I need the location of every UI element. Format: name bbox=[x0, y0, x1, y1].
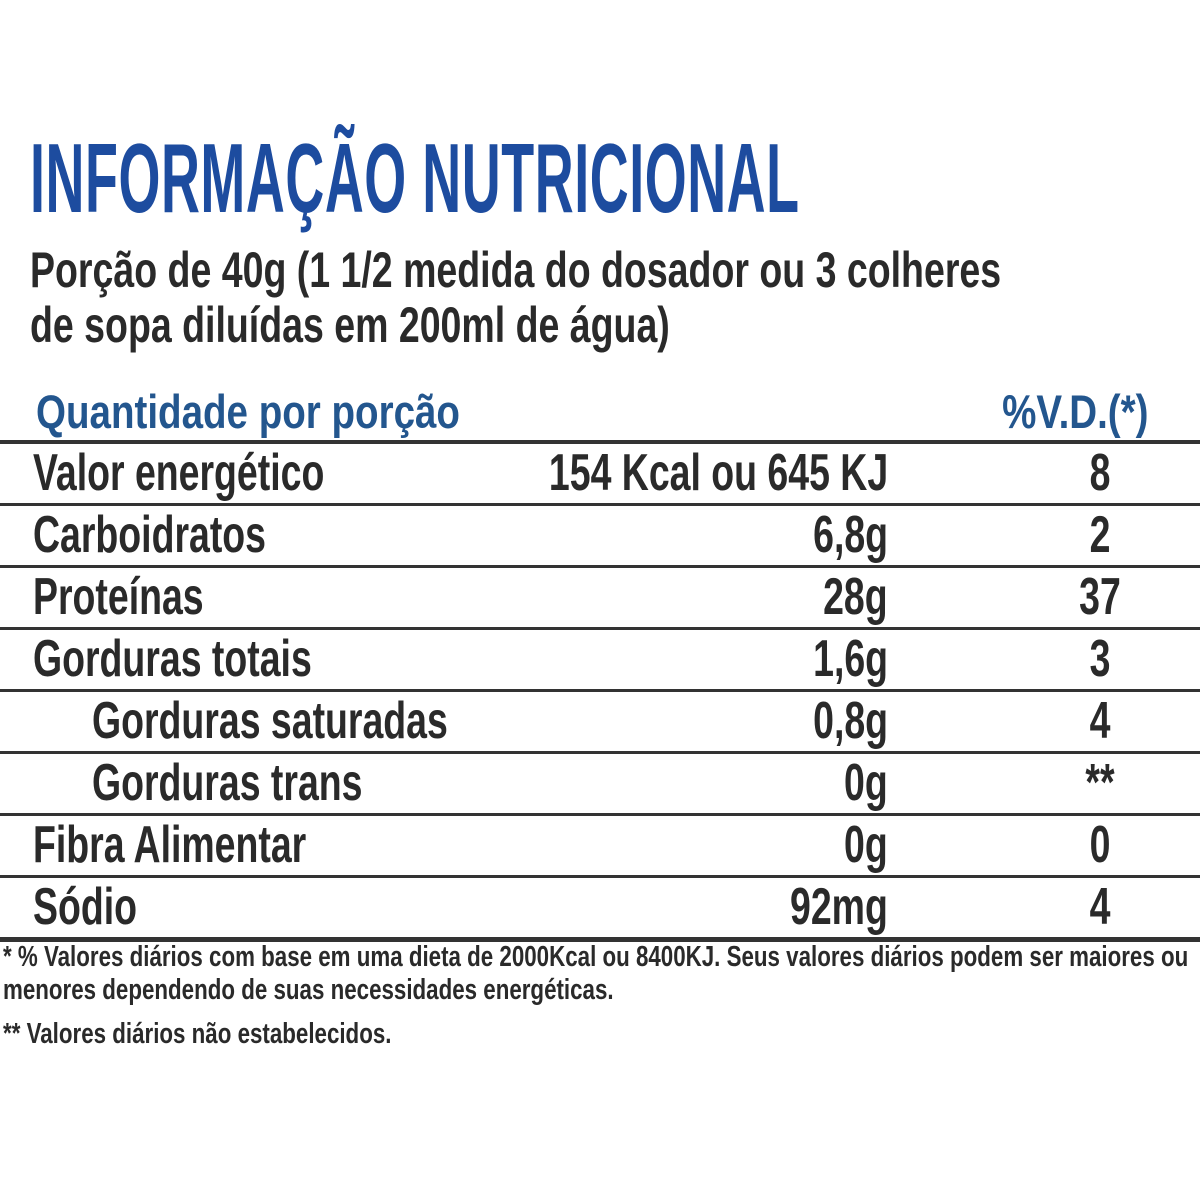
nutrient-amount: 92mg bbox=[790, 878, 888, 936]
nutrient-amount: 0g bbox=[844, 754, 888, 812]
nutrient-name: Valor energético bbox=[33, 444, 325, 502]
nutrient-amount: 0,8g bbox=[813, 692, 888, 750]
not-established-footnote-text: ** Valores diários não estabelecidos. bbox=[3, 1018, 392, 1050]
nutrient-daily-value: 8 bbox=[1089, 444, 1111, 502]
table-row bbox=[0, 754, 1200, 816]
nutrient-name: Sódio bbox=[33, 878, 137, 936]
nutrient-daily-value: 37 bbox=[1079, 568, 1121, 626]
nutrient-name: Gorduras totais bbox=[33, 630, 312, 688]
nutrient-amount: 1,6g bbox=[813, 630, 888, 688]
table-row bbox=[0, 444, 1200, 506]
nutrient-amount: 0g bbox=[844, 816, 888, 874]
not-established-footnote bbox=[3, 1018, 508, 1051]
nutrition-table bbox=[0, 440, 1200, 942]
nutrient-daily-value: 4 bbox=[1089, 878, 1111, 936]
nutrient-amount: 6,8g bbox=[813, 506, 888, 564]
daily-values-footnote-line-1: * % Valores diários com base em uma dieta de 2000Kcal ou 8400KJ. Seus valores diários podem ser maiores ou bbox=[3, 941, 1189, 973]
table-row bbox=[0, 568, 1200, 630]
nutrient-daily-value: 0 bbox=[1089, 816, 1111, 874]
column-header-daily-value-percent: %V.D.(*) bbox=[1001, 385, 1148, 438]
nutrient-daily-value: 4 bbox=[1089, 692, 1111, 750]
table-row bbox=[0, 816, 1200, 878]
serving-size-line-1: Porção de 40g (1 1/2 medida do dosador ou 3 colheres bbox=[30, 242, 1002, 298]
table-row bbox=[0, 692, 1200, 754]
nutrient-name: Gorduras saturadas bbox=[92, 692, 448, 750]
nutrient-daily-value: ** bbox=[1085, 754, 1115, 812]
nutrient-name: Gorduras trans bbox=[92, 754, 363, 812]
column-header-quantity-per-serving: Quantidade por porção bbox=[36, 385, 460, 438]
nutrient-amount: 154 Kcal ou 645 KJ bbox=[548, 444, 888, 502]
nutrient-name: Fibra Alimentar bbox=[33, 816, 307, 874]
nutrient-daily-value: 2 bbox=[1089, 506, 1111, 564]
daily-values-footnote-line-2: menores dependendo de suas necessidades energéticas. bbox=[3, 974, 614, 1006]
page-title: INFORMAÇÃO NUTRICIONAL bbox=[30, 123, 800, 233]
table-column-headers bbox=[0, 386, 1200, 438]
daily-values-footnote bbox=[3, 941, 1200, 1007]
nutrient-name: Proteínas bbox=[33, 568, 204, 626]
nutrient-name: Carboidratos bbox=[33, 506, 266, 564]
serving-size-line-2: de sopa diluídas em 200ml de água) bbox=[30, 297, 670, 353]
serving-size-text bbox=[30, 243, 1200, 353]
nutrient-daily-value: 3 bbox=[1089, 630, 1111, 688]
table-row bbox=[0, 630, 1200, 692]
table-row bbox=[0, 878, 1200, 937]
nutrient-amount: 28g bbox=[823, 568, 888, 626]
table-row bbox=[0, 506, 1200, 568]
